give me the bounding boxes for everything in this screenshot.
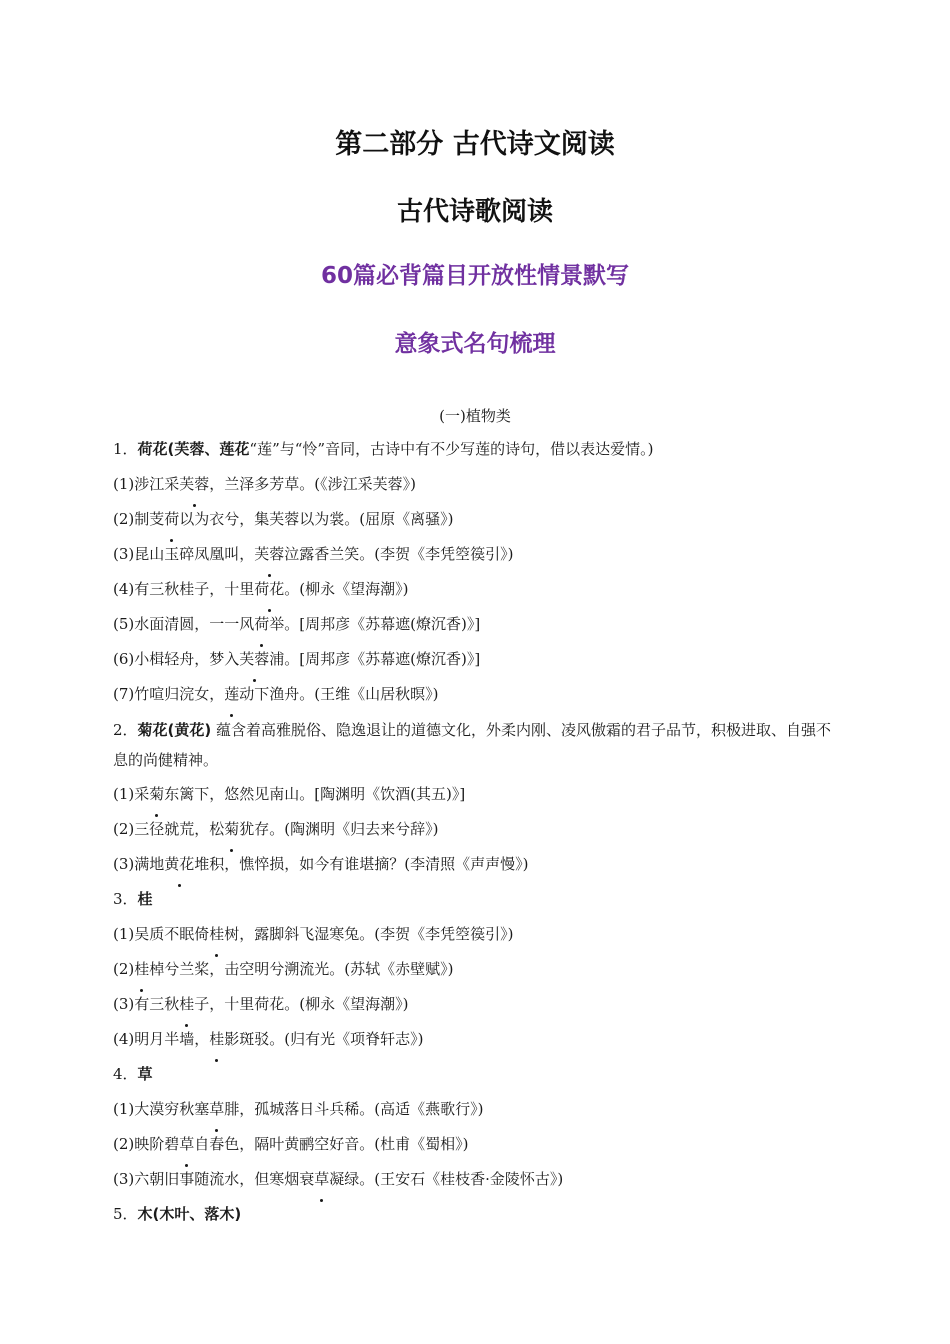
emphasized-word: 草 [314, 1162, 329, 1197]
section-heading: (一)植物类 [439, 407, 511, 425]
verse-line [113, 917, 839, 952]
emphasized-word: 荷 [254, 607, 269, 642]
verse-text: (3)满地 [113, 855, 165, 873]
category-description: “莲”与“怜”音同，古诗中有不少写莲的诗句，借以表达爱情。) [249, 440, 654, 458]
verse-text: 影斑驳。(归有光《项脊轩志》) [224, 1030, 424, 1048]
verse-text: (3)有三秋 [113, 995, 180, 1013]
emphasized-word: 荷 [164, 502, 179, 537]
emphasized-word: 芙蓉 [254, 537, 284, 572]
emphasized-word: 草 [209, 1092, 224, 1127]
emphasized-word: 草 [179, 1127, 194, 1162]
verse-text: (2)三径就荒，松 [113, 820, 225, 838]
category-description: 蕴含着高雅脱俗、隐逸退让的道德文化，外柔内刚、凌风傲霜的君子品节，积极进取、自强不息的尚健精神。 [113, 721, 832, 769]
verse-text: (1)采 [113, 785, 150, 803]
verse-text: (6)小楫轻舟，梦入 [113, 650, 240, 668]
verse-text: (2) [113, 960, 135, 978]
emphasized-word: 桂 [179, 987, 194, 1022]
verse-text: (2)映阶碧 [113, 1135, 180, 1153]
category-number: 5． [113, 1205, 138, 1223]
verse-text: 子，十里荷花。(柳永《望海潮》) [194, 995, 409, 1013]
verse-line [113, 1092, 839, 1127]
verse-text: 凝绿。(王安石《桂枝香·金陵怀古》) [329, 1170, 564, 1188]
emphasized-word: 莲 [224, 677, 239, 712]
verse-line [113, 1162, 839, 1197]
category-keyword: 草 [137, 1065, 153, 1083]
verse-line [113, 642, 839, 677]
emphasized-word: 菊 [224, 812, 239, 847]
verse-text: 以为衣兮，集芙蓉以为裳。(屈原《离骚》) [179, 510, 454, 528]
category-number: 4． [113, 1065, 138, 1083]
verse-text: (4)有三秋桂子，十里 [113, 580, 255, 598]
verse-line [113, 1127, 839, 1162]
subtopic-title: 意象式名句梳理 [394, 331, 556, 357]
verse-text: 泣露香兰笑。(李贺《李凭箜篌引》) [284, 545, 514, 563]
verse-text: (5)水面清圆，一一风 [113, 615, 255, 633]
verse-text: 树，露脚斜飞湿寒兔。(李贺《李凭箜篌引》) [224, 925, 514, 943]
category-number: 3． [113, 890, 138, 908]
emphasized-word: 芙蓉 [179, 467, 209, 502]
verse-line [113, 812, 839, 847]
category-heading [113, 432, 839, 467]
category-heading [113, 882, 839, 917]
category-heading [113, 715, 839, 775]
emphasized-word: 黄花 [164, 847, 194, 882]
verse-text: 棹兮兰桨，击空明兮溯流光。(苏轼《赤壁赋》) [149, 960, 454, 978]
verse-line [113, 607, 839, 642]
emphasized-word: 桂 [209, 1022, 224, 1057]
verse-line [113, 777, 839, 812]
category-number: 2． [113, 721, 138, 739]
category-keyword: 桂 [137, 890, 153, 908]
verse-text: 动下渔舟。(王维《山居秋暝》) [239, 685, 439, 703]
part-title: 第二部分 古代诗文阅读 [335, 129, 615, 160]
verse-text: (1)涉江采 [113, 475, 180, 493]
category-heading [113, 1197, 839, 1232]
verse-text: 东篱下，悠然见南山。[陶渊明《饮酒(其五)》] [164, 785, 466, 803]
verse-line [113, 502, 839, 537]
category-keyword: 荷花(芙蓉、莲花 [137, 440, 250, 458]
emphasized-word: 芙蓉 [239, 642, 269, 677]
emphasized-word: 荷花 [254, 572, 284, 607]
verse-text: (3)昆山玉碎凤凰叫， [113, 545, 255, 563]
verse-line [113, 467, 839, 502]
verse-line [113, 987, 839, 1022]
verse-line [113, 952, 839, 987]
verse-line [113, 1022, 839, 1057]
verse-line [113, 677, 839, 712]
category-keyword: 菊花(黄花) [137, 721, 212, 739]
verse-line [113, 537, 839, 572]
verse-text: 腓，孤城落日斗兵稀。(高适《燕歌行》) [224, 1100, 484, 1118]
verse-text: (2)制芰 [113, 510, 165, 528]
category-number: 1． [113, 440, 138, 458]
verse-text: (4)明月半墙， [113, 1030, 210, 1048]
verse-text: 。(柳永《望海潮》) [284, 580, 409, 598]
verse-text: 犹存。(陶渊明《归去来兮辞》) [239, 820, 439, 838]
emphasized-word: 桂 [209, 917, 224, 952]
chapter-title: 古代诗歌阅读 [396, 197, 553, 227]
emphasized-word: 桂 [134, 952, 149, 987]
verse-line [113, 847, 839, 882]
verse-text: (7)竹喧归浣女， [113, 685, 225, 703]
verse-text: ，兰泽多芳草。(《涉江采芙蓉》) [209, 475, 416, 493]
verse-text: 自春色，隔叶黄鹂空好音。(杜甫《蜀相》) [194, 1135, 469, 1153]
verse-text: 浦。[周邦彦《苏幕遮(燎沉香)》] [269, 650, 481, 668]
category-keyword: 木(木叶、落木) [137, 1205, 242, 1223]
verse-text: 堆积，憔悴损，如今有谁堪摘？(李清照《声声慢》) [194, 855, 529, 873]
verse-text: 举。[周邦彦《苏幕遮(燎沉香)》] [269, 615, 481, 633]
verse-text: (1)大漠穷秋塞 [113, 1100, 210, 1118]
verse-text: (3)六朝旧事随流水，但寒烟衰 [113, 1170, 315, 1188]
emphasized-word: 菊 [149, 777, 164, 812]
content-body [113, 432, 839, 1232]
verse-line [113, 572, 839, 607]
category-heading [113, 1057, 839, 1092]
verse-text: (1)吴质不眠倚 [113, 925, 210, 943]
topic-title: 60篇必背篇目开放性情景默写 [320, 263, 629, 289]
